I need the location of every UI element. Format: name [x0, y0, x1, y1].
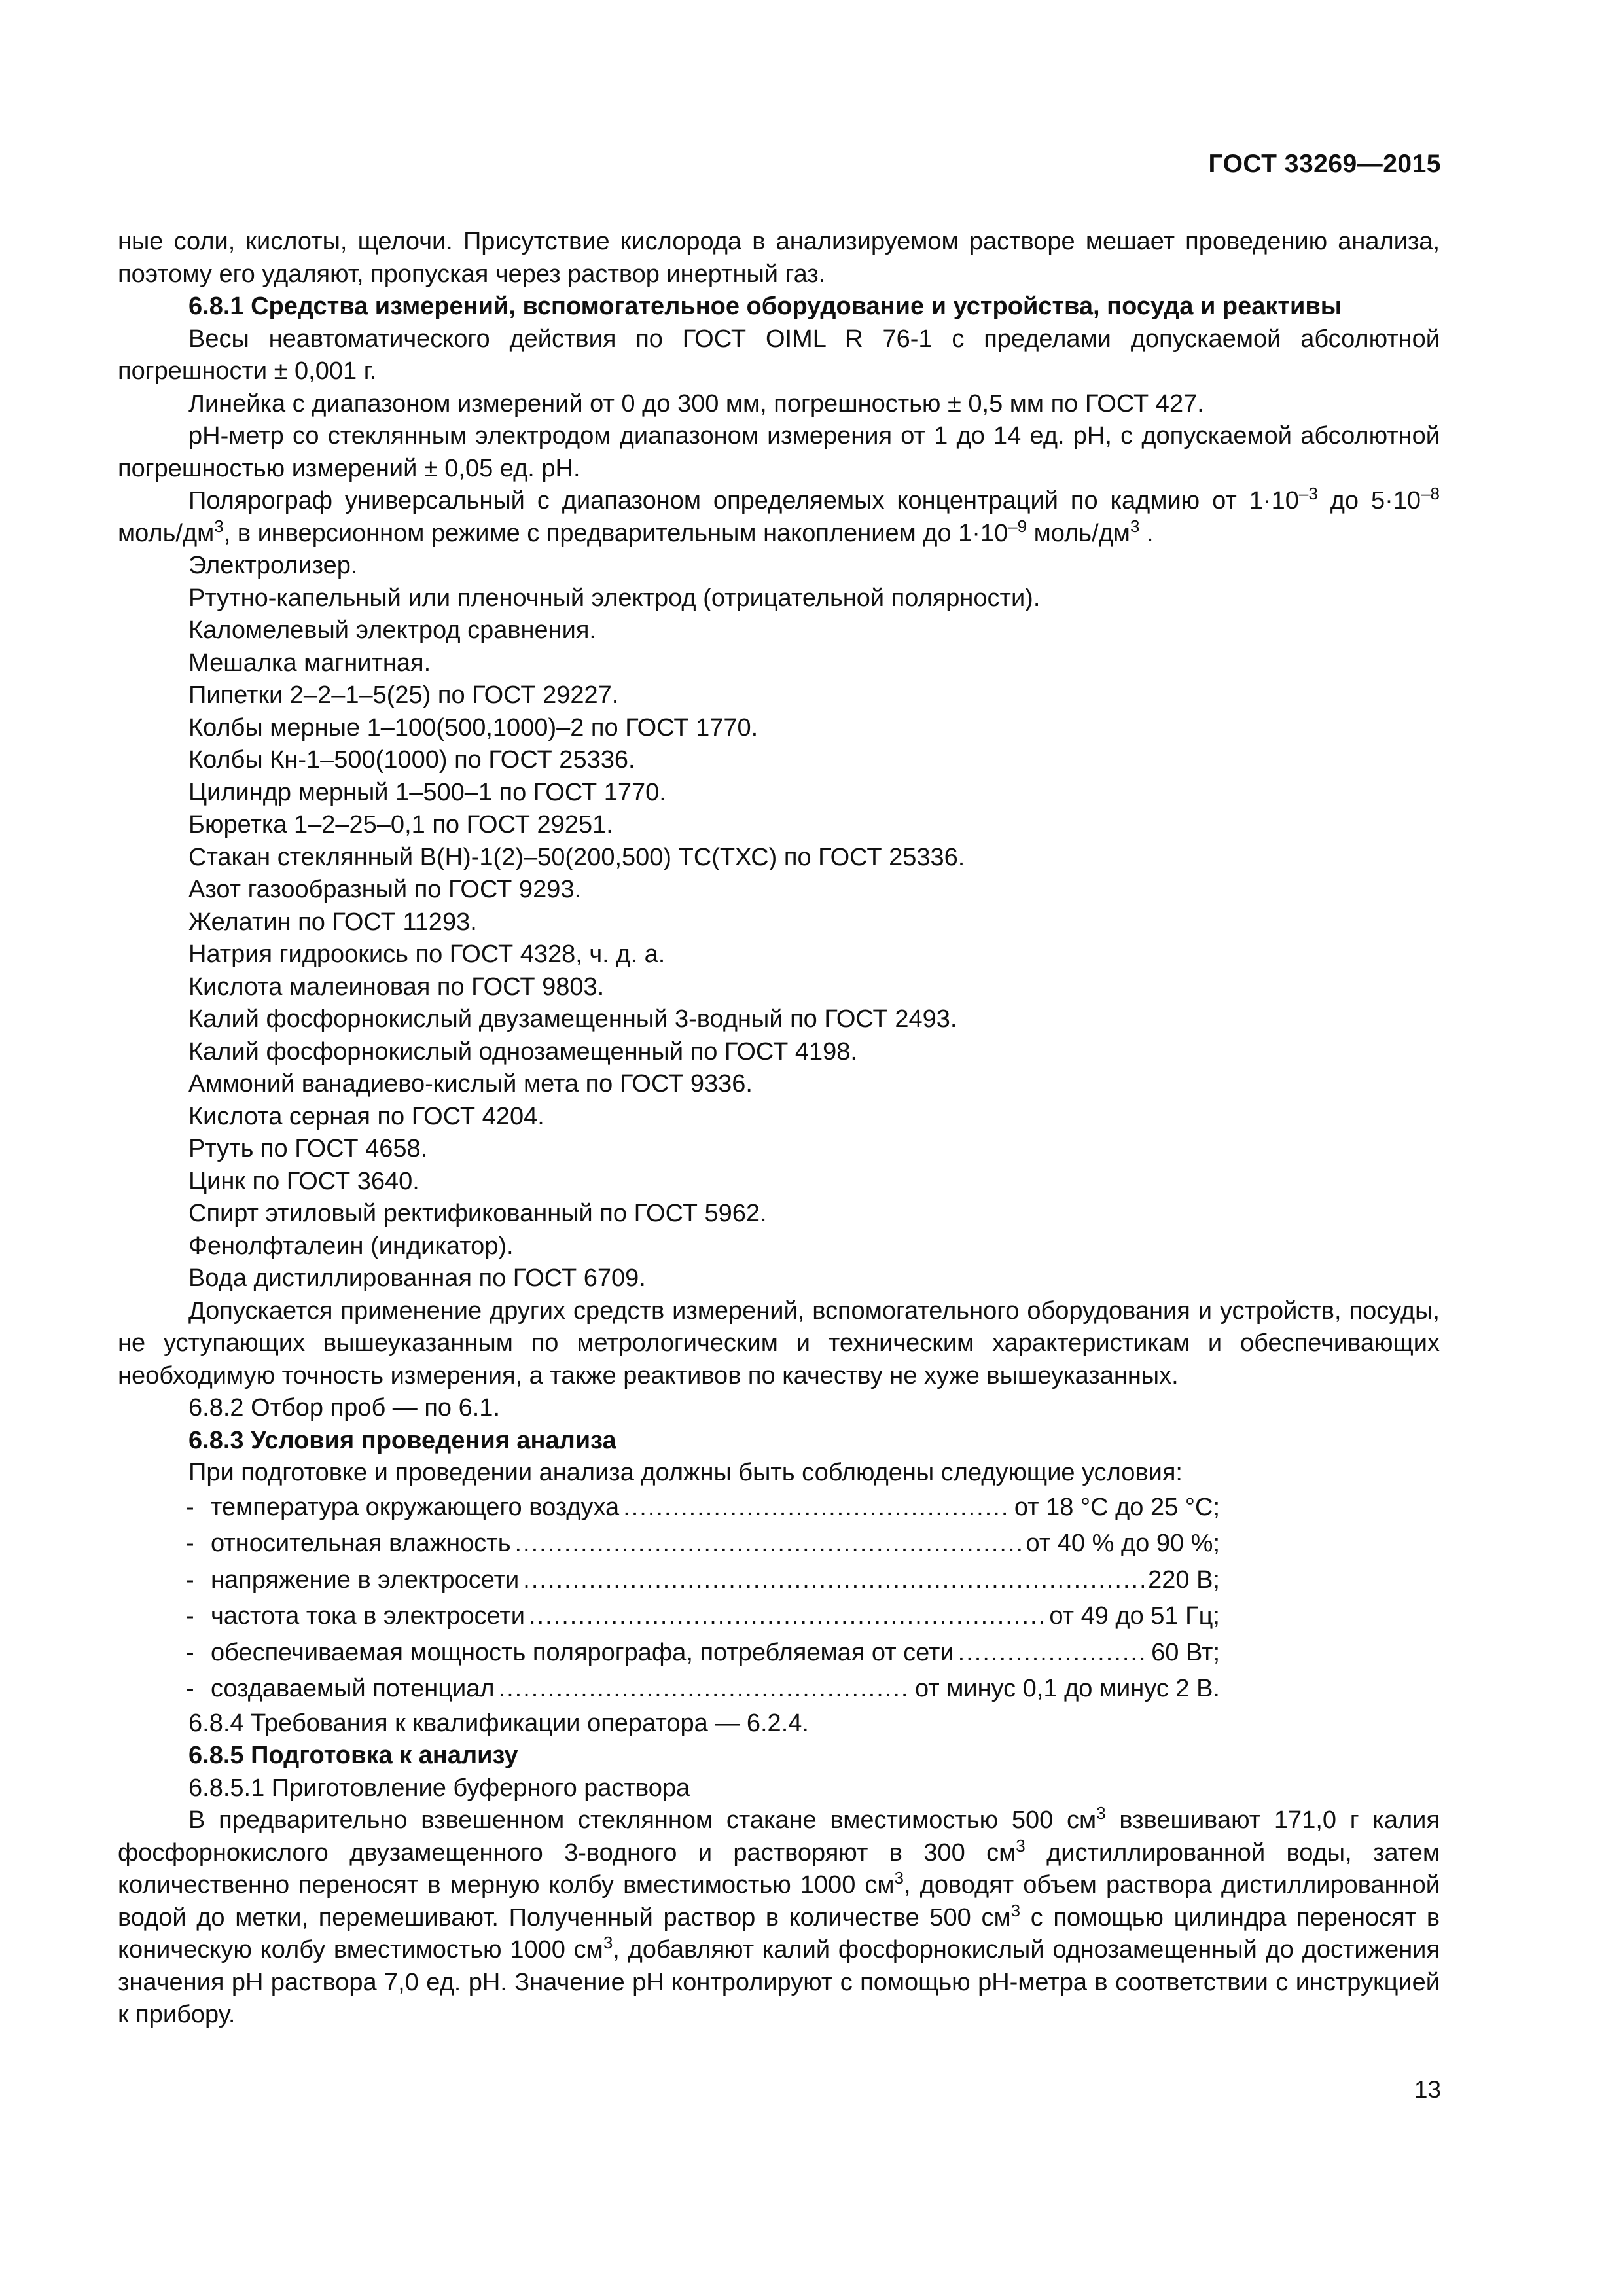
condition-value: от 40 % до 90 %; — [1026, 1530, 1220, 1557]
equipment-item: Мешалка магнитная. — [188, 649, 431, 677]
ph-meter-paragraph: рН-метр со стеклянным электродом диапазоном измерения от 1 до 14 ед. рН, с допускаемой абсолютной погрешностью измерений ± 0,05 ед. рН. — [118, 422, 1440, 482]
exponent: 3 — [1010, 1900, 1021, 1920]
exponent: 3 — [1016, 1835, 1026, 1856]
condition-name: относительная влажность — [211, 1530, 511, 1557]
condition-value: от 49 до 51 Гц; — [1049, 1602, 1220, 1630]
exponent: –8 — [1421, 484, 1440, 503]
exponent: 3 — [894, 1868, 904, 1888]
equipment-item: Цилиндр мерный 1–500–1 по ГОСТ 1770. — [188, 778, 666, 806]
allowance-paragraph: Допускается применение других средств измерений, вспомогательного оборудования и устройств, посуды, не уступающих вышеуказанным по метрологическим и техническим характеристикам и обеспечивающих необходимую точность измерения, а также реактивов по качеству не хуже вышеуказанных. — [118, 1297, 1440, 1390]
list-dash: - — [186, 1566, 194, 1594]
exponent: –3 — [1298, 484, 1318, 503]
exponent: 3 — [1130, 516, 1140, 536]
exponent: 3 — [1096, 1803, 1106, 1823]
reagent-item: Вода дистиллированная по ГОСТ 6709. — [188, 1265, 646, 1292]
conditions-intro: При подготовке и проведении анализа должны быть соблюдены следующие условия: — [188, 1459, 1183, 1486]
condition-row — [186, 1562, 1220, 1599]
equipment-item: Каломелевый электрод сравнения. — [188, 617, 596, 644]
condition-row — [186, 1490, 1220, 1526]
condition-name: напряжение в электросети — [211, 1566, 520, 1594]
equipment-item: Стакан стеклянный В(Н)-1(2)–50(200,500) ТС(ТХС) по ГОСТ 25336. — [188, 843, 965, 871]
document-code: ГОСТ 33269—2015 — [1208, 150, 1441, 178]
condition-value: от минус 0,1 до минус 2 В. — [914, 1675, 1220, 1702]
conditions-list — [118, 1490, 1220, 1708]
dot-leader — [529, 1600, 1045, 1633]
condition-value: 60 Вт; — [1151, 1638, 1220, 1666]
reagent-item: Желатин по ГОСТ 11293. — [188, 908, 477, 936]
section-6-8-1-heading: 6.8.1 Средства измерений, вспомогательное оборудование и устройства, посуда и реактивы — [188, 293, 1342, 320]
condition-name: обеспечиваемая мощность полярографа, потребляемая от сети — [211, 1638, 954, 1666]
equipment-item: Бюретка 1–2–25–0,1 по ГОСТ 29251. — [188, 811, 613, 838]
dot-leader — [499, 1673, 911, 1706]
polarograph-text: моль/дм — [118, 519, 215, 547]
section-6-8-5-heading: 6.8.5 Подготовка к анализу — [188, 1742, 518, 1769]
equipment-item: Ртутно-капельный или пленочный электрод (отрицательной полярности). — [188, 584, 1041, 612]
reagent-item: Натрия гидроокись по ГОСТ 4328, ч. д. а. — [188, 941, 666, 968]
buffer-text: дистиллированной воды, затем количественно переносят в мерную колбу вместимостью 1000 см — [118, 1839, 1440, 1899]
buffer-text: , доводят объем раствора дистиллированной водой до метки, перемешивают. Полученный раствор в количестве 500 см — [118, 1871, 1440, 1931]
reagent-item: Кислота серная по ГОСТ 4204. — [188, 1102, 544, 1130]
equipment-item: Электролизер. — [188, 552, 358, 579]
reagent-item: Ртуть по ГОСТ 4658. — [188, 1135, 428, 1162]
equipment-item: Пипетки 2–2–1–5(25) по ГОСТ 29227. — [188, 681, 619, 709]
page-number: 13 — [1414, 2076, 1441, 2103]
section-6-8-2: 6.8.2 Отбор проб — по 6.1. — [188, 1394, 501, 1422]
condition-name: температура окружающего воздуха — [211, 1493, 620, 1521]
ruler-paragraph: Линейка с диапазоном измерений от 0 до 300 мм, погрешностью ± 0,5 мм по ГОСТ 427. — [188, 389, 1204, 418]
equipment-item: Колбы Кн-1–500(1000) по ГОСТ 25336. — [188, 746, 635, 774]
list-dash: - — [186, 1530, 194, 1557]
intro-paragraph: ные соли, кислоты, щелочи. Присутствие кислорода в анализируемом растворе мешает проведению анализа, поэтому его удаляют, пропуская через раствор инертный газ. — [118, 228, 1440, 288]
equipment-item: Колбы мерные 1–100(500,1000)–2 по ГОСТ 1770. — [188, 713, 758, 742]
condition-value: 220 В; — [1148, 1566, 1220, 1594]
dot-leader — [623, 1492, 1010, 1524]
polarograph-text: Полярограф универсальный с диапазоном определяемых концентраций по кадмию от 1·10 — [188, 487, 1299, 514]
buffer-paragraph — [118, 1804, 1440, 2032]
reagent-item: Спирт этиловый ректификованный по ГОСТ 5962. — [188, 1200, 767, 1227]
condition-row — [186, 1526, 1220, 1562]
condition-row — [186, 1671, 1220, 1708]
condition-row — [186, 1635, 1220, 1672]
polarograph-text: моль/дм — [1027, 519, 1130, 547]
condition-name: создаваемый потенциал — [211, 1675, 495, 1702]
polarograph-paragraph — [118, 485, 1440, 550]
section-6-8-4: 6.8.4 Требования к квалификации оператора — 6.2.4. — [188, 1709, 809, 1737]
section-6-8-3-heading: 6.8.3 Условия проведения анализа — [188, 1426, 616, 1454]
dot-leader — [515, 1528, 1022, 1560]
dot-leader — [523, 1564, 1144, 1597]
reagent-item: Кислота малеиновая по ГОСТ 9803. — [188, 973, 605, 1001]
exponent: 3 — [214, 516, 224, 536]
list-dash: - — [186, 1602, 194, 1630]
buffer-text: взвешивают 171,0 г калия фосфорнокислого двузамещенного 3-водного и растворяют в 300 см — [118, 1806, 1440, 1867]
dot-leader — [958, 1637, 1147, 1670]
exponent: –9 — [1008, 516, 1027, 536]
reagent-item: Аммоний ванадиево-кислый мета по ГОСТ 9336. — [188, 1070, 753, 1098]
buffer-text: , добавляют калий фосфорнокислый однозамещенный до достижения значения рН раствора 7,0 ед. рН. Значение рН контролируют с помощью рН-метра в соответствии с инструкцией к прибору. — [118, 1936, 1440, 2028]
condition-value: от 18 °С до 25 °С; — [1014, 1493, 1220, 1521]
list-dash: - — [186, 1638, 194, 1666]
exponent: 3 — [603, 1933, 613, 1952]
scales-paragraph: Весы неавтоматического действия по ГОСТ OIML R 76-1 с пределами допускаемой абсолютной погрешности ± 0,001 г. — [118, 325, 1440, 385]
document-body — [118, 226, 1440, 2032]
polarograph-text: , в инверсионном режиме с предварительным накоплением до 1·10 — [223, 519, 1008, 547]
polarograph-text: . — [1139, 519, 1154, 547]
buffer-text: с помощью цилиндра переносят в коническую колбу вместимостью 1000 см — [118, 1903, 1440, 1964]
list-dash: - — [186, 1675, 194, 1702]
reagent-item: Калий фосфорнокислый двузамещенный 3-водный по ГОСТ 2493. — [188, 1005, 957, 1033]
polarograph-text: до 5·10 — [1317, 487, 1421, 514]
reagent-item: Фенолфталеин (индикатор). — [188, 1232, 514, 1260]
list-dash: - — [186, 1493, 194, 1521]
reagent-item: Калий фосфорнокислый однозамещенный по ГОСТ 4198. — [188, 1037, 857, 1066]
condition-row — [186, 1598, 1220, 1635]
reagent-item: Цинк по ГОСТ 3640. — [188, 1167, 419, 1195]
reagent-item: Азот газообразный по ГОСТ 9293. — [188, 876, 582, 903]
section-6-8-5-1: 6.8.5.1 Приготовление буферного раствора — [188, 1774, 690, 1802]
condition-name: частота тока в электросети — [211, 1602, 525, 1630]
buffer-text: В предварительно взвешенном стеклянном стакане вместимостью 500 см — [188, 1806, 1097, 1834]
